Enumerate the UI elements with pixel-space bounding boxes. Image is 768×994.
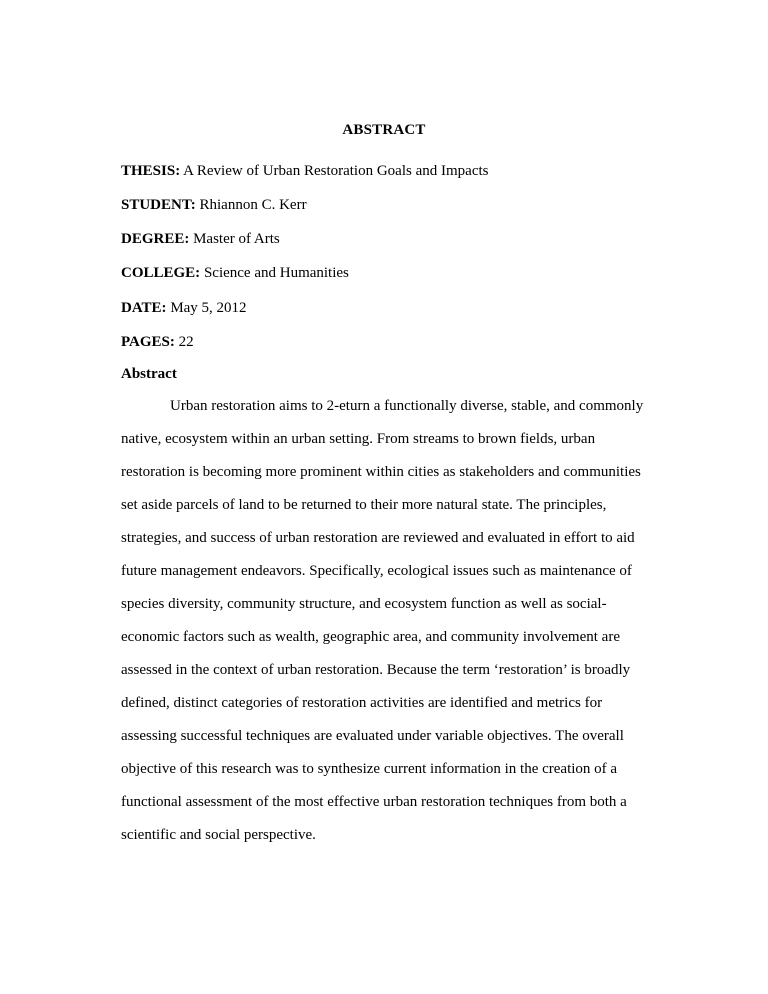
abstract-body: Urban restoration aims to 2-eturn a functionally diverse, stable, and commonly native, ecosystem within an urban setting. From streams to brown fields, urban restoration is becoming more prominent within cities as stakeholders and communities set aside parcels of land to be returned to their more natural state. The principles, strategies, and success of urban restoration are reviewed and evaluated in effort to aid future management endeavors. Specifically, ecological issues such as maintenance of species diversity, community structure, and ecosystem function as well as social-economic factors such as wealth, geographic area, and community involvement are assessed in the context of urban restoration. Because the term ‘restoration’ is broadly defined, distinct categories of restoration activities are identified and metrics for assessing successful techniques are evaluated under variable objectives. The overall objective of this research was to synthesize current information in the creation of a functional assessment of the most effective urban restoration techniques from both a scientific and social perspective. [121, 398, 644, 843]
degree-line [121, 230, 681, 248]
abstract-label: Abstract [121, 366, 177, 382]
date-value: May 5, 2012 [170, 300, 247, 316]
student-value: Rhiannon C. Kerr [199, 197, 307, 213]
pages-value: 22 [178, 334, 194, 350]
date-label: DATE: [121, 300, 167, 316]
pages-label: PAGES: [121, 334, 175, 350]
college-line [121, 264, 681, 282]
college-value: Science and Humanities [203, 265, 349, 281]
pages-line [121, 333, 681, 351]
student-label: STUDENT: [121, 197, 196, 213]
college-label: COLLEGE: [121, 265, 201, 281]
student-line [121, 196, 681, 214]
thesis-line [121, 162, 681, 180]
page-heading: ABSTRACT [342, 122, 426, 138]
thesis-value: A Review of Urban Restoration Goals and Impacts [183, 163, 489, 179]
degree-label: DEGREE: [121, 231, 190, 247]
date-line [121, 299, 681, 317]
thesis-label: THESIS: [121, 163, 181, 179]
degree-value: Master of Arts [193, 231, 280, 247]
